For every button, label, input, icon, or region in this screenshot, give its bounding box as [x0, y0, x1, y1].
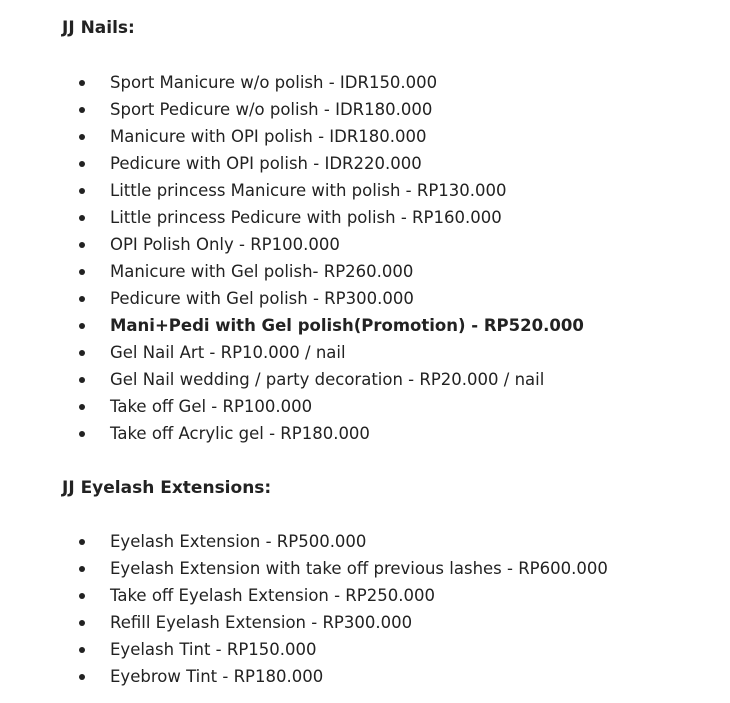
bullet-icon [79, 215, 85, 221]
bullet-icon [79, 431, 85, 437]
bullet-icon [79, 134, 85, 140]
bullet-icon [79, 539, 85, 545]
bullet-icon [79, 107, 85, 113]
price-item-text: Manicure with OPI polish - IDR180.000 [110, 127, 427, 146]
price-item-text: Take off Gel - RP100.000 [110, 397, 313, 416]
price-item-text: Refill Eyelash Extension - RP300.000 [110, 613, 413, 632]
bullet-icon [79, 296, 85, 302]
price-item-text: Sport Manicure w/o polish - IDR150.000 [110, 73, 438, 92]
price-item-text: Take off Eyelash Extension - RP250.000 [110, 586, 435, 605]
bullet-icon [79, 161, 85, 167]
bullet-icon [79, 593, 85, 599]
eyelash-section-title: JJ Eyelash Extensions: [62, 478, 272, 498]
price-item-text: Pedicure with OPI polish - IDR220.000 [110, 154, 422, 173]
bullet-icon [79, 323, 85, 329]
price-item-text: Gel Nail Art - RP10.000 / nail [110, 343, 346, 362]
price-item-text: Take off Acrylic gel - RP180.000 [110, 424, 370, 443]
bullet-icon [79, 80, 85, 86]
bullet-icon [79, 620, 85, 626]
bullet-icon [79, 377, 85, 383]
price-item-text: Sport Pedicure w/o polish - IDR180.000 [110, 100, 433, 119]
bullet-icon [79, 647, 85, 653]
bullet-icon [79, 566, 85, 572]
price-item-text: Little princess Manicure with polish - RP130.000 [110, 181, 507, 200]
bullet-icon [79, 674, 85, 680]
price-item-text: Eyebrow Tint - RP180.000 [110, 667, 324, 686]
bullet-icon [79, 404, 85, 410]
bullet-icon [79, 242, 85, 248]
price-item-text: Manicure with Gel polish- RP260.000 [110, 262, 414, 281]
price-item-text: OPI Polish Only - RP100.000 [110, 235, 340, 254]
bullet-icon [79, 269, 85, 275]
price-item-text: Eyelash Tint - RP150.000 [110, 640, 317, 659]
nails-section-title: JJ Nails: [62, 18, 135, 38]
price-item-text: Eyelash Extension with take off previous lashes - RP600.000 [110, 559, 608, 578]
price-item-text: Eyelash Extension - RP500.000 [110, 532, 367, 551]
bullet-icon [79, 350, 85, 356]
price-item-text: Gel Nail wedding / party decoration - RP20.000 / nail [110, 370, 545, 389]
price-item-text: Mani+Pedi with Gel polish(Promotion) - RP520.000 [110, 316, 584, 335]
price-item-text: Little princess Pedicure with polish - RP160.000 [110, 208, 502, 227]
bullet-icon [79, 188, 85, 194]
price-item-text: Pedicure with Gel polish - RP300.000 [110, 289, 414, 308]
